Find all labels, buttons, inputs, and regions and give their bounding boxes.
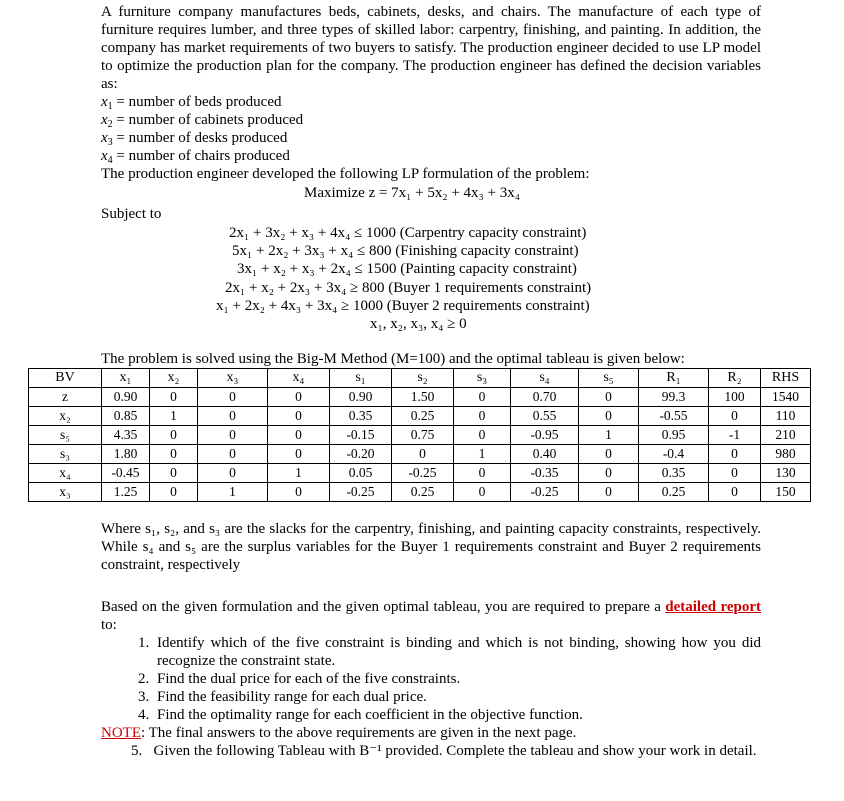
header-cell: s₂: [392, 369, 454, 388]
tableau-cell: -0.45: [102, 464, 150, 483]
tableau-cell: 0.75: [392, 426, 454, 445]
task-list: [101, 634, 761, 724]
variable-x3: $x_3$ = number of desks produced: [101, 130, 288, 148]
tableau-cell: 0: [709, 445, 761, 464]
task-item-5: 5. Given the following Tableau with B⁻¹ provided. Complete the tableau and show your work in detail.: [131, 743, 757, 759]
tableau-cell: 0: [150, 388, 198, 407]
tableau-cell: -0.55: [639, 407, 709, 426]
basic-variable-cell: x₃: [29, 483, 102, 502]
tableau-cell: -0.25: [392, 464, 454, 483]
tableau-cell: 210: [761, 426, 811, 445]
header-cell: BV: [29, 369, 102, 388]
tableau-cell: 0.90: [330, 388, 392, 407]
tableau-cell: 0: [392, 445, 454, 464]
tableau-cell: 130: [761, 464, 811, 483]
tableau-cell: 1: [198, 483, 268, 502]
tableau-cell: -0.15: [330, 426, 392, 445]
note-line: NOTE: The final answers to the above requirements are given in the next page.: [101, 725, 577, 741]
task-item: 3. Find the feasibility range for each dual price.: [153, 688, 761, 706]
tableau-cell: 0: [150, 445, 198, 464]
tableau-cell: 0.25: [392, 407, 454, 426]
tableau-cell: 0.35: [639, 464, 709, 483]
note-label: NOTE: [101, 725, 141, 741]
tableau-cell: 0: [198, 445, 268, 464]
detailed-report-link[interactable]: detailed report: [665, 599, 761, 615]
tableau-cell: 110: [761, 407, 811, 426]
tableau-row: [29, 426, 811, 445]
tableau-cell: 0: [268, 445, 330, 464]
tableau-cell: 0: [268, 407, 330, 426]
constraint-finishing: 5x₁ + 2x₂ + 3x₃ + x₄ ≤ 800 (Finishing capacity constraint): [232, 243, 579, 260]
tableau-cell: 150: [761, 483, 811, 502]
task-item: 4. Find the optimality range for each coefficient in the objective function.: [153, 706, 761, 724]
tableau-cell: 0.90: [102, 388, 150, 407]
tableau-cell: 0.35: [330, 407, 392, 426]
constraint-buyer1: 2x₁ + x₂ + 2x₃ + 3x₄ ≥ 800 (Buyer 1 requirements constraint): [225, 279, 592, 296]
tableau-cell: -0.95: [511, 426, 579, 445]
tableau-cell: 0.25: [392, 483, 454, 502]
constraints-block: [216, 224, 592, 333]
tableau-cell: 100: [709, 388, 761, 407]
tableau-row: [29, 483, 811, 502]
tableau-cell: 1540: [761, 388, 811, 407]
header-cell: x₁: [102, 369, 150, 388]
tableau-cell: 0: [709, 483, 761, 502]
tableau-cell: 0: [579, 464, 639, 483]
tableau-cell: -0.35: [511, 464, 579, 483]
tableau-cell: 0: [454, 426, 511, 445]
tableau-header-row: [29, 369, 811, 388]
tableau-cell: -0.4: [639, 445, 709, 464]
tableau-cell: 0.55: [511, 407, 579, 426]
tableau-cell: 0: [150, 426, 198, 445]
tableau-cell: 0: [198, 407, 268, 426]
constraint-buyer2: x₁ + 2x₂ + 4x₃ + 3x₄ ≥ 1000 (Buyer 2 requirements constraint): [216, 297, 590, 314]
tableau-cell: 0: [150, 464, 198, 483]
header-cell: s₄: [511, 369, 579, 388]
tableau-cell: 0: [709, 407, 761, 426]
tableau-cell: 1: [579, 426, 639, 445]
tableau-cell: 0: [579, 445, 639, 464]
tableau-cell: 0.95: [639, 426, 709, 445]
header-cell: s₅: [579, 369, 639, 388]
tableau-cell: 0.25: [639, 483, 709, 502]
optimal-tableau: [28, 368, 811, 502]
tableau-cell: 0: [150, 483, 198, 502]
header-cell: x₄: [268, 369, 330, 388]
tableau-cell: 0.70: [511, 388, 579, 407]
task-item: 2. Find the dual price for each of the five constraints.: [153, 670, 761, 688]
tableau-cell: 0.85: [102, 407, 150, 426]
tableau-cell: -1: [709, 426, 761, 445]
tableau-cell: 0: [454, 407, 511, 426]
variable-x4: $x_4$ = number of chairs produced: [101, 148, 290, 166]
tableau-cell: 0: [454, 483, 511, 502]
basic-variable-cell: z: [29, 388, 102, 407]
header-cell: R₁: [639, 369, 709, 388]
tableau-cell: 4.35: [102, 426, 150, 445]
tableau-cell: 980: [761, 445, 811, 464]
tableau-cell: 0: [454, 388, 511, 407]
header-cell: s₁: [330, 369, 392, 388]
tableau-cell: 0.40: [511, 445, 579, 464]
objective-function: Maximize z = 7x₁ + 5x₂ + 4x₃ + 3x₄: [304, 185, 520, 201]
tableau-cell: 0: [198, 388, 268, 407]
nonnegativity-constraint: x₁, x₂, x₃, x₄ ≥ 0: [370, 316, 467, 333]
header-cell: RHS: [761, 369, 811, 388]
basic-variable-cell: x₂: [29, 407, 102, 426]
tableau-cell: -0.20: [330, 445, 392, 464]
intro-paragraph: A furniture company manufactures beds, cabinets, desks, and chairs. The manufacture of each type of furniture requires lumber, and three types of skilled labor: carpentry, finishing, and painting. In addition, the company has market requirements of two buyers to satisfy. The production engineer decided to use LP model to optimize the production plan for the company. The production engineer has defined the decision variables as:: [101, 4, 761, 92]
tableau-intro: The problem is solved using the Big-M Method (M=100) and the optimal tableau is given below:: [101, 351, 685, 367]
basic-variable-cell: x₄: [29, 464, 102, 483]
report-intro: Based on the given formulation and the given optimal tableau, you are required to prepare a detailed report to:: [101, 599, 761, 633]
basic-variable-cell: s₅: [29, 426, 102, 445]
constraint-carpentry: 2x₁ + 3x₂ + x₃ + 4x₄ ≤ 1000 (Carpentry capacity constraint): [229, 225, 587, 241]
tableau-cell: 0: [198, 464, 268, 483]
formulation-intro: The production engineer developed the following LP formulation of the problem:: [101, 166, 590, 182]
tableau-cell: 1.50: [392, 388, 454, 407]
slack-surplus-note: Where s₁, s₂, and s₃ are the slacks for the carpentry, finishing, and painting capacity constraints, respectively. While s₄ and s₅ are the surplus variables for the Buyer 1 requirements constraint and Buyer 2 requirements constraint, respectively: [101, 521, 761, 573]
tableau-cell: -0.25: [330, 483, 392, 502]
tableau-cell: 0.05: [330, 464, 392, 483]
tableau-cell: 1.80: [102, 445, 150, 464]
tableau-row: [29, 445, 811, 464]
tableau-cell: 0: [268, 483, 330, 502]
constraint-painting: 3x₁ + x₂ + x₃ + 2x₄ ≤ 1500 (Painting capacity constraint): [237, 261, 577, 278]
variable-x2: $x_2$ = number of cabinets produced: [101, 112, 304, 130]
variable-x1: $x_1$ = number of beds produced: [101, 94, 282, 112]
tableau-cell: 0: [579, 407, 639, 426]
tableau-cell: 1: [268, 464, 330, 483]
tableau-cell: 1.25: [102, 483, 150, 502]
tableau-body: [29, 388, 811, 502]
header-cell: R₂: [709, 369, 761, 388]
tableau-cell: 99.3: [639, 388, 709, 407]
task-item: 1. Identify which of the five constraint is binding and which is not binding, showing how you did recognize the constraint state.: [153, 634, 761, 670]
tableau-cell: 1: [454, 445, 511, 464]
tableau-cell: 0: [579, 483, 639, 502]
tableau-cell: 0: [579, 388, 639, 407]
report-instructions: [101, 598, 761, 760]
header-cell: x₂: [150, 369, 198, 388]
tableau-cell: 1: [150, 407, 198, 426]
tableau-cell: 0: [268, 388, 330, 407]
tableau-cell: 0: [709, 464, 761, 483]
tableau-row: [29, 407, 811, 426]
tableau-cell: 0: [198, 426, 268, 445]
tableau-row: [29, 464, 811, 483]
tableau-cell: 0: [268, 426, 330, 445]
tableau-cell: -0.25: [511, 483, 579, 502]
subject-to-label: Subject to: [101, 206, 162, 222]
tableau-cell: 0: [454, 464, 511, 483]
header-cell: x₃: [198, 369, 268, 388]
basic-variable-cell: s₃: [29, 445, 102, 464]
tableau-row: [29, 388, 811, 407]
header-cell: s₃: [454, 369, 511, 388]
